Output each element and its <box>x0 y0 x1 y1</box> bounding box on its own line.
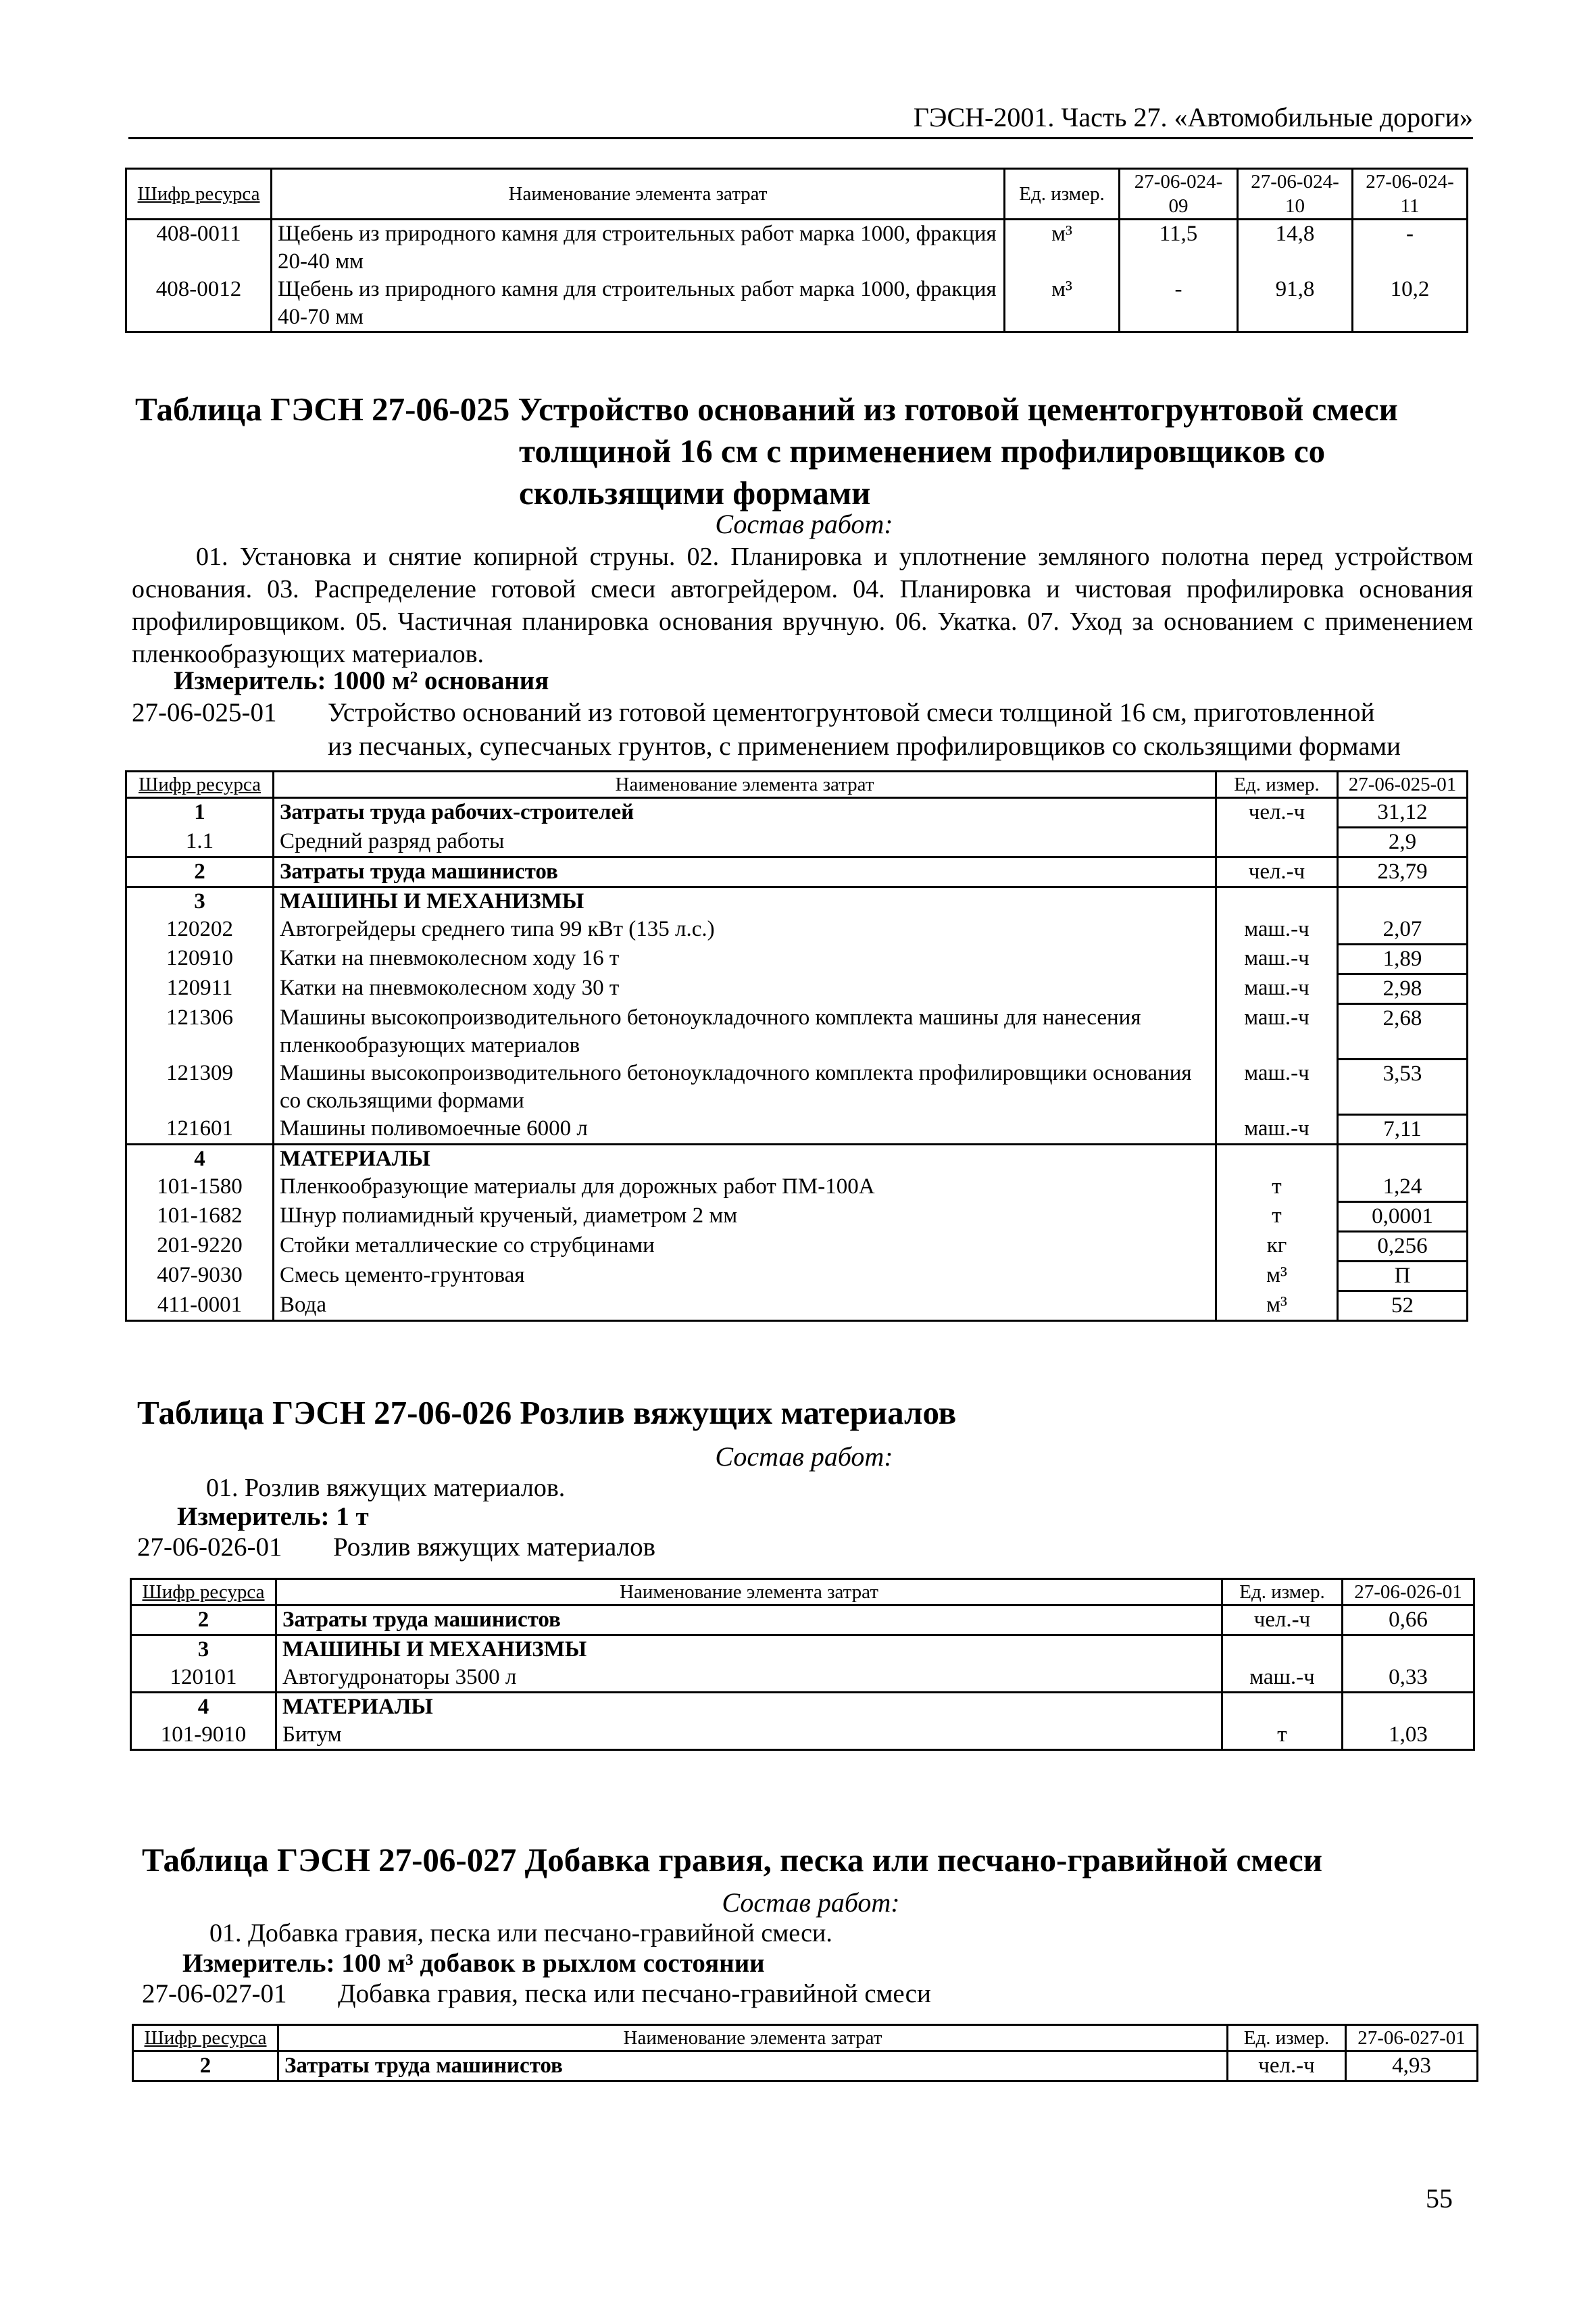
resource-table-024 <box>125 168 1468 333</box>
resource-unit: маш.-ч <box>1216 974 1338 1004</box>
table-row <box>131 1721 1474 1750</box>
table-row <box>131 1605 1474 1635</box>
table-row: 408-0011 Щебень из природного камня для строительных работ марка 1000, фракция 20-40 мм м³ 11,5 14,8 - <box>126 220 1468 276</box>
col-header-norm: 27-06-024-09 <box>1120 169 1238 220</box>
col-header-name: Наименование элемента затрат <box>276 1579 1222 1605</box>
resource-name: Пленкообразующие материалы для дорожных работ ПМ-100А <box>274 1173 1216 1202</box>
resource-unit: чел.-ч <box>1222 1605 1343 1635</box>
resource-code: 2 <box>131 1605 276 1635</box>
col-header-code: Шифр ресурса <box>126 169 272 220</box>
norm-description <box>132 696 1476 764</box>
resource-code: 120910 <box>126 945 274 974</box>
resource-code: 121601 <box>126 1115 274 1145</box>
col-header-unit: Ед. измер. <box>1228 2025 1346 2051</box>
resource-name: МАТЕРИАЛЫ <box>276 1693 1222 1722</box>
resource-value <box>1343 1635 1474 1664</box>
resource-unit: маш.-ч <box>1216 1004 1338 1060</box>
table-row <box>126 1173 1468 1202</box>
table-row <box>126 798 1468 828</box>
resource-unit: т <box>1216 1202 1338 1232</box>
resource-name: Машины высокопроизводительного бетоноукладочного комплекта машины для нанесения пленкообразующих материалов <box>274 1004 1216 1060</box>
resource-unit: м³ <box>1216 1262 1338 1291</box>
resource-value: 1,89 <box>1338 945 1468 974</box>
table-row <box>126 1115 1468 1145</box>
table-row <box>126 1232 1468 1262</box>
resource-value: 1,03 <box>1343 1721 1474 1750</box>
composition-label: Состав работ: <box>722 1887 900 1918</box>
table-row <box>126 1202 1468 1232</box>
table-row <box>133 2051 1478 2081</box>
resource-code: 4 <box>131 1693 276 1722</box>
resource-name: МАШИНЫ И МЕХАНИЗМЫ <box>276 1635 1222 1664</box>
resource-name: Машины поливомоечные 6000 л <box>274 1115 1216 1145</box>
table-row <box>126 1004 1468 1060</box>
resource-unit: маш.-ч <box>1222 1664 1343 1693</box>
resource-unit: м³ <box>1216 1291 1338 1321</box>
resource-unit <box>1216 887 1338 916</box>
resource-code: 120911 <box>126 974 274 1004</box>
resource-code: 121306 <box>126 1004 274 1060</box>
norm-code: 27-06-027-01 <box>142 1979 287 2008</box>
col-header-name: Наименование элемента затрат <box>272 169 1005 220</box>
table-row <box>126 1145 1468 1174</box>
col-header-name: Наименование элемента затрат <box>278 2025 1228 2051</box>
resource-code: 3 <box>131 1635 276 1664</box>
norm-code: 27-06-026-01 <box>137 1533 282 1562</box>
resource-code: 4 <box>126 1145 274 1174</box>
resource-code: 101-1682 <box>126 1202 274 1232</box>
section-title-025: Таблица ГЭСН 27-06-025 Устройство оснований из готовой цементогрунтовой смеси толщиной 16 см с применением профилировщиков со скользящими формами <box>135 391 1398 512</box>
norm-text: Розлив вяжущих материалов <box>333 1533 656 1562</box>
table-row <box>131 1664 1474 1693</box>
resource-code: 101-1580 <box>126 1173 274 1202</box>
table-row <box>126 1262 1468 1291</box>
resource-code: 411-0001 <box>126 1291 274 1321</box>
meter: Измеритель: 1000 м² основания <box>174 666 549 695</box>
resource-value: 31,12 <box>1338 798 1468 828</box>
resource-value: 0,0001 <box>1338 1202 1468 1232</box>
resource-code: 120101 <box>131 1664 276 1693</box>
col-header-norm: 27-06-025-01 <box>1338 772 1468 798</box>
resource-value: 7,11 <box>1338 1115 1468 1145</box>
table-row <box>126 945 1468 974</box>
resource-name: Затраты труда машинистов <box>274 857 1216 887</box>
resource-code: 1.1 <box>126 828 274 857</box>
resource-code: 121309 <box>126 1060 274 1115</box>
resource-name: Затраты труда машинистов <box>276 1605 1222 1635</box>
resource-code: 407-9030 <box>126 1262 274 1291</box>
norm-text: Устройство оснований из готовой цементогрунтовой смеси толщиной 16 см, приготовленной из песчаных, супесчаных грунтов, с применением профилировщиков со скользящими формами <box>328 698 1401 761</box>
resource-unit: кг <box>1216 1232 1338 1262</box>
meter: Измеритель: 100 м³ добавок в рыхлом состоянии <box>182 1949 765 1978</box>
resource-name: Машины высокопроизводительного бетоноукладочного комплекта профилировщики основания со скользящими формами <box>274 1060 1216 1115</box>
resource-unit <box>1222 1693 1343 1722</box>
table-row <box>126 887 1468 916</box>
table-row <box>126 1060 1468 1115</box>
resource-name: Вода <box>274 1291 1216 1321</box>
resource-value: 2,68 <box>1338 1004 1468 1060</box>
col-header-unit: Ед. измер. <box>1222 1579 1343 1605</box>
resource-name: Смесь цементо-грунтовая <box>274 1262 1216 1291</box>
resource-code: 3 <box>126 887 274 916</box>
resource-value: 0,66 <box>1343 1605 1474 1635</box>
resource-value: 3,53 <box>1338 1060 1468 1115</box>
norm-description <box>137 1530 1475 1564</box>
resource-code: 2 <box>126 857 274 887</box>
resource-value: 4,93 <box>1346 2051 1478 2081</box>
resource-code: 2 <box>133 2051 278 2081</box>
col-header-unit: Ед. измер. <box>1216 772 1338 798</box>
resource-name: МАТЕРИАЛЫ <box>274 1145 1216 1174</box>
resource-unit: чел.-ч <box>1228 2051 1346 2081</box>
norm-code: 27-06-025-01 <box>132 698 277 727</box>
resource-unit: т <box>1216 1173 1338 1202</box>
col-header-unit: Ед. измер. <box>1005 169 1120 220</box>
resource-code: 101-9010 <box>131 1721 276 1750</box>
col-header-norm: 27-06-024-10 <box>1238 169 1353 220</box>
resource-table-027 <box>132 2024 1478 2082</box>
resource-code: 201-9220 <box>126 1232 274 1262</box>
col-header-code: Шифр ресурса <box>126 772 274 798</box>
resource-unit: маш.-ч <box>1216 1060 1338 1115</box>
col-header-code: Шифр ресурса <box>131 1579 276 1605</box>
resource-value <box>1338 1145 1468 1174</box>
norm-text: Добавка гравия, песка или песчано-гравийной смеси <box>338 1979 931 2008</box>
resource-value: П <box>1338 1262 1468 1291</box>
resource-unit <box>1222 1635 1343 1664</box>
col-header-norm: 27-06-024-11 <box>1353 169 1468 220</box>
table-row <box>126 1291 1468 1321</box>
resource-value: 52 <box>1338 1291 1468 1321</box>
composition-text: 01. Установка и снятие копирной струны. 02. Планировка и уплотнение земляного полотна перед устройством основания. 03. Распределение готовой смеси автогрейдером. 04. Планировка и чистовая профилировка основания профилировщиком. 05. Частичная планировка основания вручную. 06. Укатка. 07. Уход за основанием с применением пленкообразующих материалов. <box>132 543 1473 668</box>
resource-code: 1 <box>126 798 274 828</box>
resource-value: 1,24 <box>1338 1173 1468 1202</box>
table-row <box>131 1693 1474 1722</box>
table-row <box>126 857 1468 887</box>
resource-table-026 <box>130 1578 1475 1751</box>
resource-unit <box>1216 1145 1338 1174</box>
table-row <box>126 916 1468 945</box>
col-header-norm: 27-06-027-01 <box>1346 2025 1478 2051</box>
table-row <box>131 1635 1474 1664</box>
resource-value <box>1338 887 1468 916</box>
resource-code: 120202 <box>126 916 274 945</box>
resource-unit: чел.-ч <box>1216 798 1338 828</box>
composition-text: 01. Добавка гравия, песка или песчано-гравийной смеси. <box>209 1919 832 1947</box>
composition-text: 01. Розлив вяжущих материалов. <box>206 1474 566 1502</box>
resource-unit: чел.-ч <box>1216 857 1338 887</box>
section-title-026: Таблица ГЭСН 27-06-026 Розлив вяжущих материалов <box>137 1394 957 1431</box>
resource-name: Автогудронаторы 3500 л <box>276 1664 1222 1693</box>
resource-name: Затраты труда машинистов <box>278 2051 1228 2081</box>
section-title-027: Таблица ГЭСН 27-06-027 Добавка гравия, песка или песчано-гравийной смеси <box>142 1841 1323 1878</box>
resource-name: МАШИНЫ И МЕХАНИЗМЫ <box>274 887 1216 916</box>
resource-name: Битум <box>276 1721 1222 1750</box>
table-row <box>126 974 1468 1004</box>
resource-value: 0,256 <box>1338 1232 1468 1262</box>
resource-value: 2,9 <box>1338 828 1468 857</box>
resource-name: Средний разряд работы <box>274 828 1216 857</box>
resource-unit: т <box>1222 1721 1343 1750</box>
col-header-code: Шифр ресурса <box>133 2025 278 2051</box>
resource-value: 2,98 <box>1338 974 1468 1004</box>
page-number: 55 <box>1426 2183 1453 2214</box>
resource-name: Катки на пневмоколесном ходу 30 т <box>274 974 1216 1004</box>
composition-label: Состав работ: <box>715 509 893 539</box>
norm-description <box>142 1977 1480 2011</box>
resource-name: Шнур полиамидный крученый, диаметром 2 мм <box>274 1202 1216 1232</box>
col-header-name: Наименование элемента затрат <box>274 772 1216 798</box>
resource-unit: маш.-ч <box>1216 1115 1338 1145</box>
resource-value: 23,79 <box>1338 857 1468 887</box>
resource-name: Катки на пневмоколесном ходу 16 т <box>274 945 1216 974</box>
col-header-norm: 27-06-026-01 <box>1343 1579 1474 1605</box>
table-row <box>126 828 1468 857</box>
resource-table-025 <box>125 770 1468 1322</box>
table-row: 408-0012 Щебень из природного камня для строительных работ марка 1000, фракция 40-70 мм м³ - 91,8 10,2 <box>126 276 1468 332</box>
resource-name: Стойки металлические со струбцинами <box>274 1232 1216 1262</box>
resource-unit: маш.-ч <box>1216 945 1338 974</box>
resource-value <box>1343 1693 1474 1722</box>
resource-value: 2,07 <box>1338 916 1468 945</box>
resource-value: 0,33 <box>1343 1664 1474 1693</box>
meter: Измеритель: 1 т <box>177 1502 369 1531</box>
composition-label: Состав работ: <box>715 1441 893 1472</box>
resource-name: Затраты труда рабочих-строителей <box>274 798 1216 828</box>
resource-name: Автогрейдеры среднего типа 99 кВт (135 л.с.) <box>274 916 1216 945</box>
resource-unit <box>1216 828 1338 857</box>
page-header: ГЭСН-2001. Часть 27. «Автомобильные дороги» <box>128 101 1473 139</box>
resource-unit: маш.-ч <box>1216 916 1338 945</box>
